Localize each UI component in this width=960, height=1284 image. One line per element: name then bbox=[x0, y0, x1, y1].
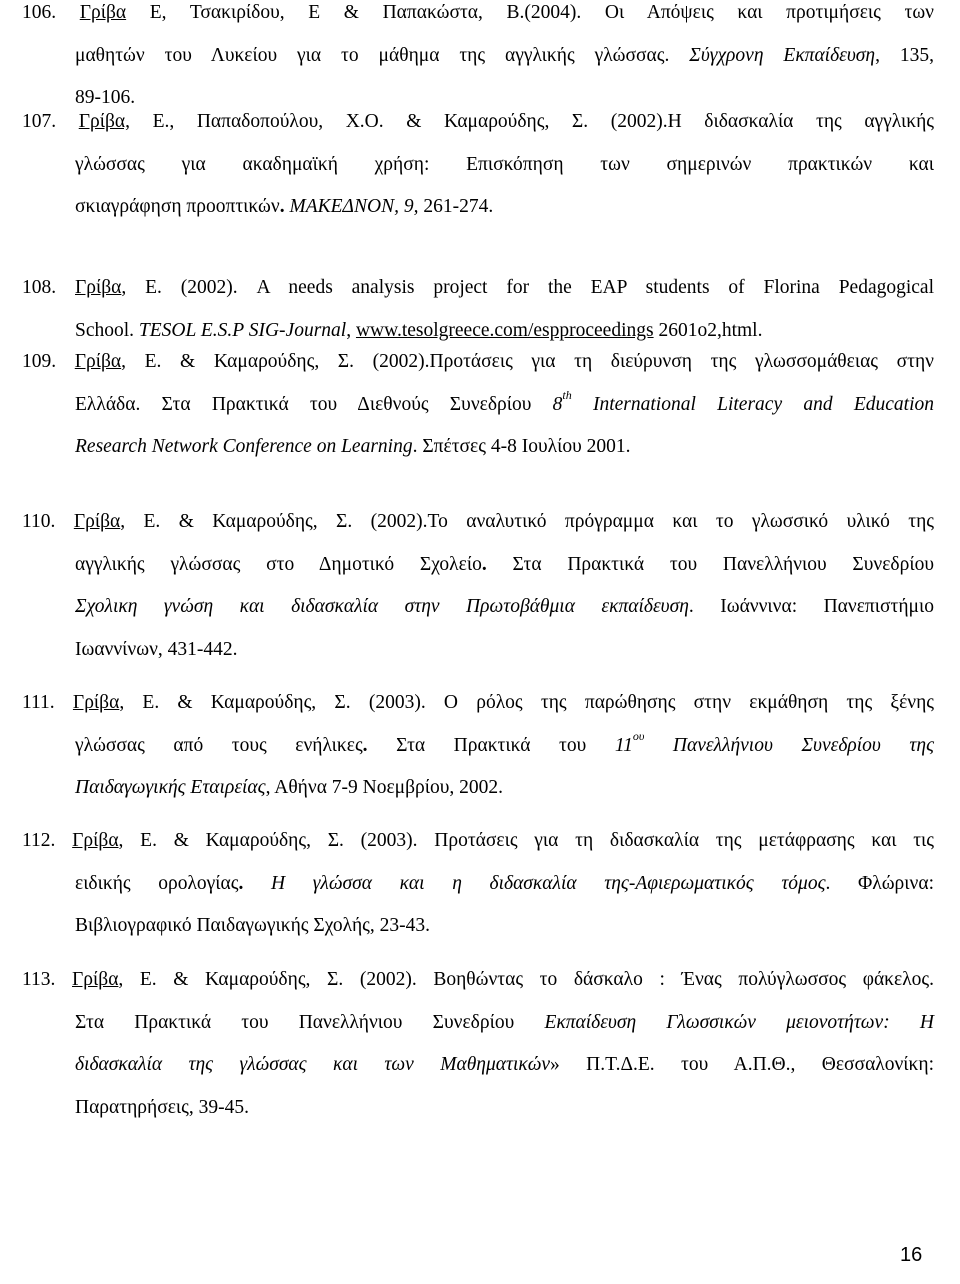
reference-110: 110. Γρίβα, Ε. & Καμαρούδης, Σ. (2002).Το αναλυτικό πρόγραμμα και το γλωσσικό υλικό της αγγλικής γλώσσας στο Δημοτικό Σχολείο. Στα Πρακτικά του Πανελλήνιου Συνεδρίου Σχολικη γνώση και διδασκαλία στην Πρωτοβάθμια εκπαίδευση. Ιωάννινα: Πανεπιστήμιο Ιωαννίνων, 431-442. bbox=[22, 511, 935, 660]
reference-106: 106. Γρίβα Ε, Τσακιρίδου, Ε & Παπακώστα, Β.(2004). Οι Απόψεις και προτιμήσεις των μαθητών του Λυκείου για το μάθημα της αγγλικής γλώσσας. Σύγχρονη Εκπαίδευση, 135, 89-106. bbox=[22, 2, 935, 108]
author-link[interactable]: Γρίβα bbox=[72, 830, 119, 851]
author-link[interactable]: Γρίβα bbox=[75, 277, 122, 298]
author-link[interactable]: Γρίβα bbox=[79, 2, 127, 23]
author-link[interactable]: Γρίβα bbox=[73, 511, 121, 532]
reference-111: 111. Γρίβα, Ε. & Καμαρούδης, Σ. (2003). Ο ρόλος της παρώθησης στην εκμάθηση της ξένης γλώσσας από τους ενήλικες. Στα Πρακτικά του $11^{o\upsilon}$ Πανελλήνιου Συνεδρίου της Παιδαγωγικής Εταιρείας, Αθήνα 7-9 Νοεμβρίου, 2002. bbox=[22, 692, 935, 798]
reference-108: 108. Γρίβα, Ε. (2002). A needs analysis project for the EAP students of Florina Pedagogical School. TESOL E.S.P SIG-Journal, www.tesolgreece.com/espproceedings 2601o2,html. bbox=[22, 277, 935, 341]
author-link[interactable]: Γρίβα bbox=[74, 351, 122, 372]
reference-107: 107. Γρίβα, Ε., Παπαδοπούλου, Χ.Ο. & Καμαρούδης, Σ. (2002).Η διδασκαλία της αγγλικής γλώσσας για ακαδημαϊκή χρήση: Επισκόπηση των σημερινών πρακτικών και σκιαγράφηση προοπτικών. ΜΑΚΕΔΝΟΝ, 9, 261-274. bbox=[22, 111, 934, 217]
author-link[interactable]: Γρίβα bbox=[72, 692, 120, 713]
reference-109: 109. Γρίβα, Ε. & Καμαρούδης, Σ. (2002).Προτάσεις για τη διεύρυνση της γλωσσομάθειας στην Ελλάδα. Στα Πρακτικά του Διεθνούς Συνεδρίου 8th International Literacy and Education Research Network Conference on Learning. Σπέτσες 4-8 Ιουλίου 2001. bbox=[22, 351, 934, 457]
reference-112: 112. Γρίβα, Ε. & Καμαρούδης, Σ. (2003). Προτάσεις για τη διδασκαλία της μετάφρασης και τις ειδικής ορολογίας. Η γλώσσα και η διδασκαλία της-Αφιερωματικός τόμος. Φλώρινα: Βιβλιογραφικό Παιδαγωγικής Σχολής, 23-43. bbox=[22, 830, 935, 936]
reference-113: 113. Γρίβα, Ε. & Καμαρούδης, Σ. (2002). Βοηθώντας το δάσκαλο : Ένας πολύγλωσσος φάκελος. Στα Πρακτικά του Πανελλήνιου Συνεδρίου Εκπαίδευση Γλωσσικών μειονοτήτων: Η διδασκαλία της γλώσσας και των Μαθηματικών» Π.Τ.Δ.Ε. του Α.Π.Θ., Θεσσαλονίκη: Παρατηρήσεις, 39-45. bbox=[22, 969, 935, 1118]
url-link[interactable]: www.tesolgreece.com/espproceedings bbox=[355, 319, 654, 341]
page-number: 16 bbox=[900, 1244, 923, 1266]
author-link[interactable]: Γρίβα, bbox=[78, 111, 130, 132]
author-link[interactable]: Γρίβα bbox=[72, 969, 119, 990]
